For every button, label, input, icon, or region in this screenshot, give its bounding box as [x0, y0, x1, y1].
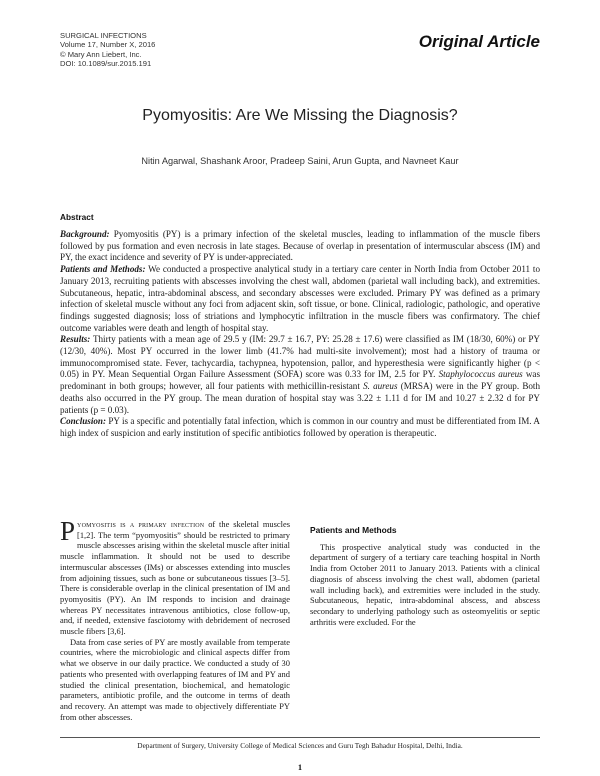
abstract-conclusion	[60, 416, 540, 439]
background-label: Background:	[60, 229, 110, 239]
page-number: 1	[297, 762, 303, 772]
results-label: Results:	[60, 334, 91, 345]
affiliation-footnote: Department of Surgery, University College of Medical Sciences and Guru Tegh Bahadur Hospital, Delhi, India.	[137, 741, 463, 750]
intro-paragraph-2: Data from case series of PY are mostly available from temperate countries, where the microbiologic and clinical aspects differ from what we observe in our daily practice. We conducted a study of 30 patients who presented with overlapping features of IM and PY and studied the clinical presentation, biochemical, and hematologic parameters, antibiotic profile, and the outcome in terms of death and recovery. An attempt was made to objectively differentiate PY from other abscesses.	[60, 636, 290, 722]
body-column-right-content	[310, 525, 540, 627]
abstract-heading: Abstract	[60, 212, 94, 222]
conclusion-text: PY is a specific and potentially fatal infection, which is common in our country and must be differentiated from IM. A high index of suspicion and early institution of specific antibiotics followed by operation is therapeutic.	[60, 416, 540, 438]
abstract-results	[60, 334, 540, 416]
background-text: Pyomyositis (PY) is a primary infection of the skeletal muscles, leading to inflammation of the muscle fibers followed by pus formation and even necrosis in late stages. Because of overlap in presentation of intermuscular abscess (IM) and PY, the exact incidence and severity of PY is under-appreciated.	[60, 229, 540, 263]
journal-name: SURGICAL INFECTIONS	[60, 31, 147, 40]
conclusion-label: Conclusion:	[60, 416, 106, 427]
body-column-left	[60, 516, 290, 722]
abstract-background	[60, 229, 540, 264]
article-type-label: Original Article	[418, 32, 540, 51]
journal-info	[60, 31, 155, 69]
author-list: Nitin Agarwal, Shashank Aroor, Pradeep Saini, Arun Gupta, and Navneet Kaur	[141, 156, 459, 166]
journal-doi: DOI: 10.1089/sur.2015.191	[60, 59, 152, 69]
section-heading-methods: Patients and Methods	[310, 525, 397, 535]
results-text-c: (MRSA) were in the PY group. Both deaths also occurred in the PY group. The mean duration of hospital stay was 3.22 ± 1.11 d for IM and 10.27 ± 2.32 d for PY patients (p = 0.03).	[60, 381, 540, 415]
article-title: Pyomyositis: Are We Missing the Diagnosis?	[142, 107, 458, 124]
drop-cap: P	[60, 516, 76, 546]
results-text-a: Thirty patients with a mean age of 29.5 y (IM: 29.7 ± 16.7, PY: 25.28 ± 17.6) were classified as IM (18/30, 60%) or PY (12/30, 40%). Most PY occurred in the lower limb (41.7% had multi-site involvement); most had a history of trauma or immunocompromised state. Fever, tachycardia, tachypnea, hypotension, pallor, and hyperesthesia were significantly higher (p < 0.05) in PY. Mean Sequential Organ Failure Assessment (SOFA) score was 0.33 for IM, 2.5 for PY.	[60, 334, 540, 380]
results-italic-saureus: S. aureus	[363, 381, 398, 392]
lead-smallcaps: yomyositis is a primary infection	[77, 519, 205, 529]
intro-paragraph-1-text: of the skeletal muscles [1,2]. The term “pyomyositis” should be restricted to primary muscle abscesses arising within the skeletal muscle after initial muscle inflammation. It should not be used to describe intermuscular abscesses (IMs) or abscesses extending into muscles from adjoining tissues, such as bone or subcutaneous tissues [3–5]. There is considerable overlap in the clinical presentation of IM and pyomyositis (PY). An IM responds to incision and drainage whereas PY necessitates intravenous antibiotics, close follow-up, and, if needed, extensive fasciotomy with debridement of necrosed muscle fibers [3,6].	[60, 519, 290, 637]
results-text-b: was predominant in both groups; however, all four patients with methicillin-resistant	[60, 369, 541, 392]
methods-text: We conducted a prospective analytical study in a tertiary care center in North India from October 2011 to January 2013, recruiting patients with abscesses involving the chest wall, abdomen (parietal wall including back), and extremities. Subcutaneous, hepatic, intra-abdominal abscess, and secondary abscesses were excluded. Primary PY was defined as a primary infection of skeletal muscle without any foci from adjacent skin, soft tissue, or bone. Clinical, radiologic, pathologic, and operative findings suggested diagnosis; loss of striations and lymphocytic infiltration in the muscle fibers was confirmatory. The chief outcome variables were death and length of hospital stay.	[60, 264, 540, 333]
methods-label: Patients and Methods:	[60, 264, 146, 275]
results-italic-staph: Staphylococcus aureus	[438, 369, 523, 380]
journal-volume: Volume 17, Number X, 2016	[60, 40, 156, 50]
methods-paragraph-1: This prospective analytical study was conducted in the department of surgery of a tertiary care teaching hospital in North India from October 2011 to January 2013. Patients with a clinical diagnosis of abscess involving the chest wall, abdomen (parietal wall including back), and extremities were included in the study. Subcutaneous, hepatic, intra-abdominal abscess, and abscess secondary to underlying pathology such as osteomyelitis or septic arthritis were excluded. For the	[310, 541, 540, 627]
abstract-block	[60, 229, 540, 440]
footnote-divider	[60, 737, 540, 738]
journal-copyright: © Mary Ann Liebert, Inc.	[60, 49, 142, 59]
intro-paragraph-1	[60, 516, 290, 637]
abstract-methods	[60, 264, 540, 334]
